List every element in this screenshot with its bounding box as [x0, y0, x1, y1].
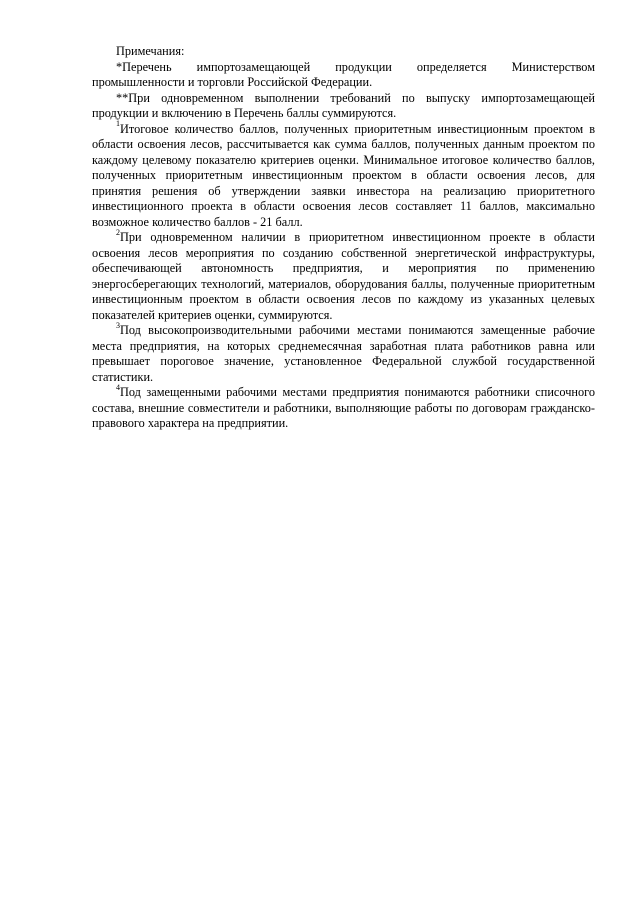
footnote-text: Под замещенными рабочими местами предприятия понимаются работники списочного состава, внешние совместители и работники, выполняющие работы по договорам гражданско-правового характера на предприятии.	[92, 385, 595, 430]
footnote-text: Под высокопроизводительными рабочими местами понимаются замещенные рабочие места предприятия, на которых среднемесячная заработная плата работников равна или превышает пороговое значение, установленное Федеральной службой государственной статистики.	[92, 323, 595, 384]
note-text: *Перечень импортозамещающей продукции определяется Министерством промышленности и торговли Российской Федерации.	[92, 59, 595, 89]
footnote-marker: 4	[116, 382, 120, 392]
note-text: **При одновременном выполнении требований по выпуску импортозамещающей продукции и включению в Перечень баллы суммируются.	[92, 90, 595, 120]
footnote-marker: 3	[116, 320, 120, 330]
notes-heading: Примечания:	[116, 44, 185, 58]
footnote-paragraph	[92, 320, 595, 385]
footnote-text: Итоговое количество баллов, полученных приоритетным инвестиционным проектом в области освоения лесов, рассчитывается как сумма баллов, полученных данным проектом по каждому целевому показателю критериев оценки. Минимальное итоговое количество баллов, полученных приоритетным инвестиционным проектом в области освоения лесов, для принятия решения об утверждении заявки инвестора на реализацию приоритетного инвестиционного проекта в области освоения лесов составляет 11 баллов, максимально возможное количество баллов - 21 балл.	[92, 121, 595, 229]
footnote-marker: 1	[116, 119, 120, 129]
footnote-paragraph	[92, 382, 595, 432]
note-paragraph	[92, 60, 595, 91]
footnote-paragraph	[92, 119, 595, 231]
footnote-text: При одновременном наличии в приоритетном инвестиционном проекте в области освоения лесов мероприятия по созданию собственной энергетической инфраструктуры, обеспечивающей автономность предприятия, и мероприятия по применению энергосберегающих технологий, материалов, оборудования баллы, полученные приоритетным инвестиционным проектом в области освоения лесов по каждому из указанных целевых показателей критериев оценки, суммируются.	[92, 230, 595, 322]
notes-section	[92, 44, 595, 432]
note-paragraph	[92, 91, 595, 122]
footnote-paragraph	[92, 227, 595, 323]
footnote-marker: 2	[116, 227, 120, 237]
